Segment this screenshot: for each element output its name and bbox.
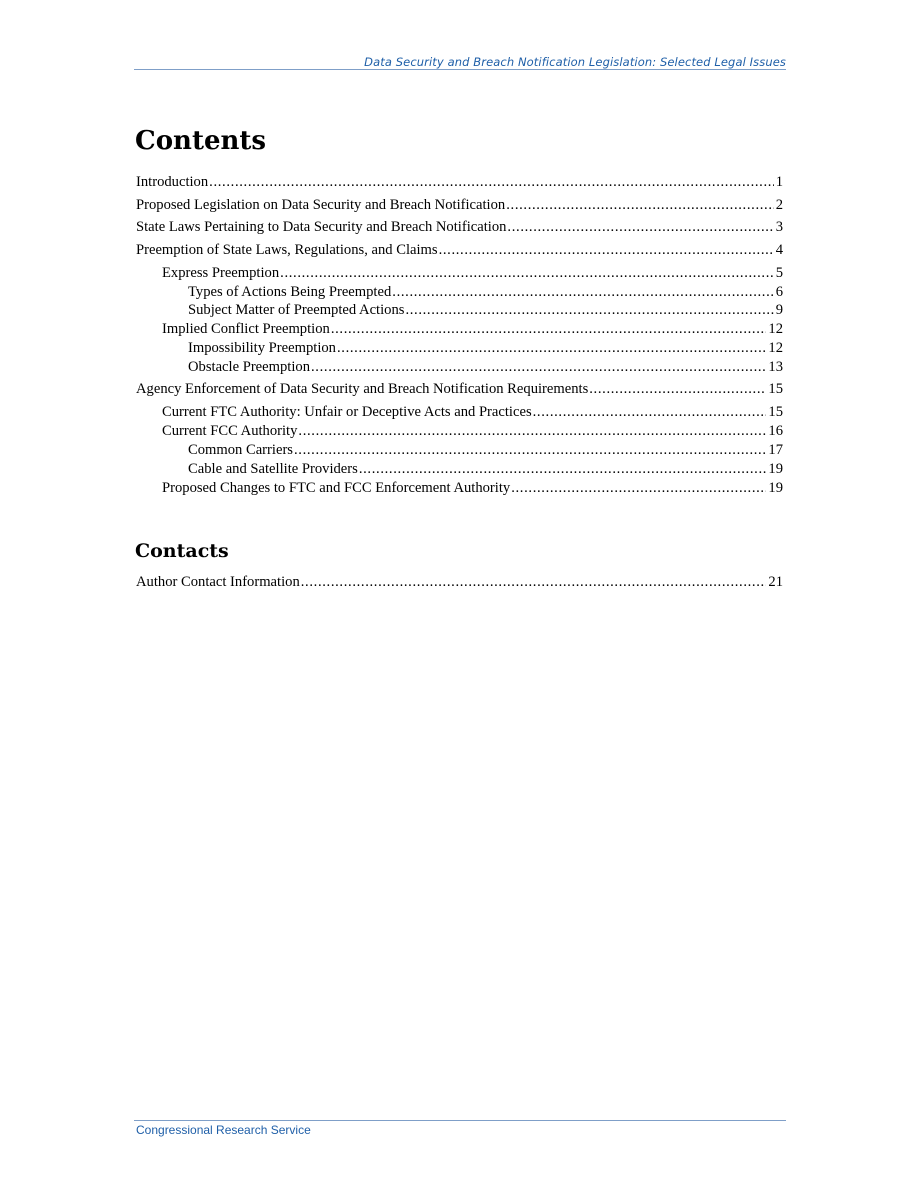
dot-leader — [301, 573, 767, 592]
toc-entry-label: Author Contact Information — [136, 574, 300, 590]
dot-leader — [280, 264, 774, 283]
toc-entry-impossibility-preemption[interactable] — [136, 339, 783, 358]
toc-page-number: 16 — [768, 423, 783, 439]
dot-leader — [589, 380, 766, 399]
header-divider — [134, 69, 786, 70]
dot-leader — [511, 479, 766, 498]
running-footer-organization: Congressional Research Service — [136, 1123, 311, 1137]
toc-entry-implied-conflict-preemption[interactable] — [136, 320, 783, 339]
toc-entry-label: Impossibility Preemption — [188, 340, 336, 356]
toc-entry-state-laws[interactable] — [136, 218, 783, 237]
toc-page-number: 19 — [768, 480, 783, 496]
toc-page-number: 4 — [775, 242, 783, 258]
toc-page-number: 12 — [768, 321, 783, 337]
toc-page-number: 15 — [768, 381, 783, 397]
contacts-heading: Contacts — [135, 540, 229, 562]
toc-page-number: 12 — [768, 340, 783, 356]
toc-entry-label: Implied Conflict Preemption — [162, 321, 330, 337]
toc-entry-label: State Laws Pertaining to Data Security and Breach Notification — [136, 219, 507, 235]
toc-entry-label: Obstacle Preemption — [188, 359, 310, 375]
dot-leader — [392, 283, 773, 302]
dot-leader — [506, 196, 773, 215]
toc-page-number: 17 — [768, 442, 783, 458]
dot-leader — [311, 358, 766, 377]
dot-leader — [337, 339, 766, 358]
toc-entry-obstacle-preemption[interactable] — [136, 358, 783, 377]
toc-entry-common-carriers[interactable] — [136, 441, 783, 460]
toc-entry-label: Subject Matter of Preempted Actions — [188, 302, 405, 318]
toc-entry-label: Proposed Legislation on Data Security and Breach Notification — [136, 197, 506, 213]
toc-entry-preemption-of-state-laws[interactable] — [136, 241, 783, 260]
toc-entry-types-of-actions[interactable] — [136, 283, 783, 302]
toc-page-number: 15 — [768, 404, 783, 420]
dot-leader — [359, 460, 767, 479]
toc-entry-label: Common Carriers — [188, 442, 293, 458]
dot-leader — [507, 218, 773, 237]
toc-entry-label: Cable and Satellite Providers — [188, 461, 358, 477]
toc-page-number: 2 — [775, 197, 783, 213]
toc-entry-label: Current FCC Authority — [162, 423, 298, 439]
running-header-title: Data Security and Breach Notification Legislation: Selected Legal Issues — [364, 55, 786, 69]
toc-entry-agency-enforcement[interactable] — [136, 380, 783, 399]
toc-entry-label: Agency Enforcement of Data Security and Breach Notification Requirements — [136, 381, 589, 397]
toc-entry-express-preemption[interactable] — [136, 264, 783, 283]
toc-entry-proposed-legislation[interactable] — [136, 196, 783, 215]
toc-entry-cable-and-satellite[interactable] — [136, 460, 783, 479]
dot-leader — [298, 422, 766, 441]
toc-entry-current-ftc-authority[interactable] — [136, 403, 783, 422]
toc-entry-label: Current FTC Authority: Unfair or Deceptive Acts and Practices — [162, 404, 532, 420]
toc-entry-author-contact-information[interactable] — [136, 573, 783, 592]
toc-page-number: 9 — [775, 302, 783, 318]
toc-page-number: 5 — [775, 265, 783, 281]
toc-page-number: 6 — [775, 284, 783, 300]
contents-heading: Contents — [135, 126, 267, 156]
toc-entry-label: Proposed Changes to FTC and FCC Enforcement Authority — [162, 480, 511, 496]
toc-entry-introduction[interactable] — [136, 173, 783, 192]
toc-page-number: 3 — [775, 219, 783, 235]
dot-leader — [533, 403, 767, 422]
dot-leader — [439, 241, 774, 260]
toc-entry-subject-matter[interactable] — [136, 301, 783, 320]
toc-page-number: 1 — [775, 174, 783, 190]
toc-entry-label: Types of Actions Being Preempted — [188, 284, 392, 300]
toc-entry-current-fcc-authority[interactable] — [136, 422, 783, 441]
toc-page-number: 19 — [768, 461, 783, 477]
toc-entry-label: Preemption of State Laws, Regulations, and Claims — [136, 242, 438, 258]
toc-page-number: 21 — [768, 574, 783, 590]
dot-leader — [294, 441, 766, 460]
toc-entry-label: Introduction — [136, 174, 209, 190]
dot-leader — [331, 320, 767, 339]
toc-page-number: 13 — [768, 359, 783, 375]
toc-entry-proposed-changes[interactable] — [136, 479, 783, 498]
dot-leader — [209, 173, 774, 192]
footer-divider — [134, 1120, 786, 1121]
toc-entry-label: Express Preemption — [162, 265, 280, 281]
dot-leader — [405, 301, 773, 320]
